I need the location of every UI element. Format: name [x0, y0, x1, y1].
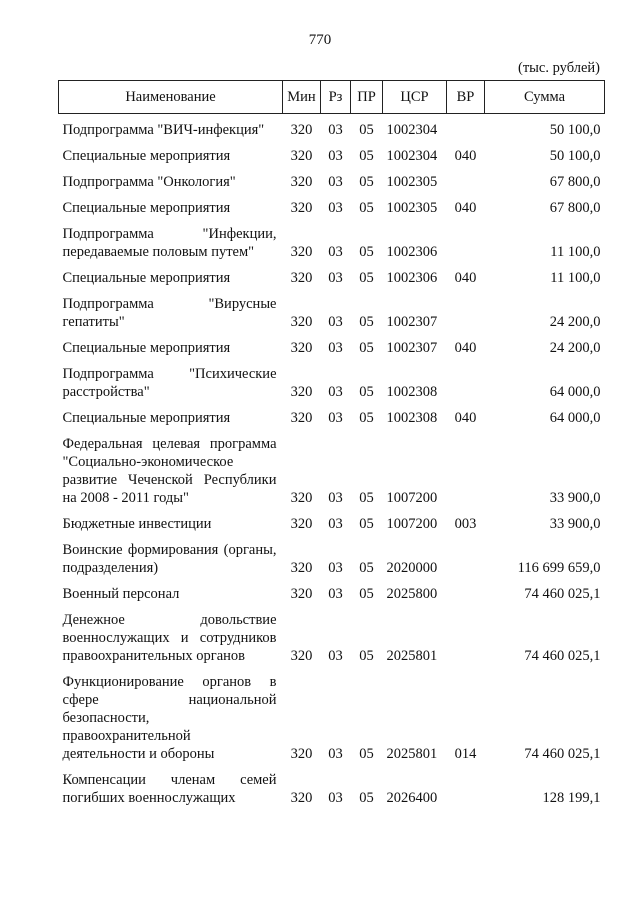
- cell-min: 320: [290, 270, 313, 286]
- table-row: [59, 541, 605, 585]
- cell-vr: [447, 295, 485, 339]
- cell-rz: 03: [328, 490, 343, 506]
- cell-pr: 05: [359, 746, 374, 762]
- cell-csr: 1002305: [386, 174, 438, 190]
- cell-rz: 03: [328, 648, 343, 664]
- cell-sum: 128 199,1: [542, 790, 601, 806]
- cell-rz: 03: [328, 340, 343, 356]
- cell-csr: 1002305: [386, 200, 438, 216]
- cell-name: Специальные мероприятия: [62, 340, 231, 356]
- cell-min: 320: [290, 200, 313, 216]
- cell-name: Функционирование органов в сфере национальной безопасности, правоохранительной деятельности и обороны: [62, 674, 277, 762]
- cell-pr: 05: [359, 244, 374, 260]
- cell-pr: 05: [359, 384, 374, 400]
- cell-vr: 014: [454, 746, 477, 762]
- cell-min: 320: [290, 648, 313, 664]
- cell-csr: 1007200: [386, 516, 438, 532]
- cell-csr: 2026400: [386, 790, 438, 806]
- cell-name: Денежное довольствие военнослужащих и сотрудников правоохранительных органов: [62, 612, 277, 664]
- table-row: [59, 295, 605, 339]
- cell-name: Специальные мероприятия: [62, 148, 231, 164]
- cell-sum: 74 460 025,1: [524, 648, 601, 664]
- cell-name: Подпрограмма "Онкология": [62, 174, 236, 190]
- cell-rz: 03: [328, 384, 343, 400]
- table-row: [59, 114, 605, 148]
- cell-rz: 03: [328, 270, 343, 286]
- cell-rz: 03: [328, 122, 343, 138]
- cell-min: 320: [290, 490, 313, 506]
- cell-csr: 1002306: [386, 244, 438, 260]
- cell-sum: 50 100,0: [549, 148, 601, 164]
- cell-min: 320: [290, 586, 313, 602]
- cell-name: Специальные мероприятия: [62, 410, 231, 426]
- cell-vr: 003: [454, 516, 477, 532]
- cell-name: Подпрограмма "ВИЧ-инфекция": [62, 122, 265, 138]
- cell-min: 320: [290, 314, 313, 330]
- cell-csr: 1002308: [386, 384, 438, 400]
- cell-min: 320: [290, 516, 313, 532]
- cell-sum: 74 460 025,1: [524, 746, 601, 762]
- cell-sum: 116 699 659,0: [517, 560, 601, 576]
- table-row: [59, 673, 605, 771]
- cell-vr: 040: [454, 410, 477, 426]
- cell-sum: 67 800,0: [549, 174, 601, 190]
- cell-rz: 03: [328, 148, 343, 164]
- cell-name: Подпрограмма "Инфекции, передаваемые половым путем": [62, 226, 277, 260]
- cell-vr: 040: [454, 340, 477, 356]
- table-row: [59, 409, 605, 435]
- table-row: [59, 515, 605, 541]
- cell-pr: 05: [359, 790, 374, 806]
- cell-csr: 1002307: [386, 314, 438, 330]
- cell-pr: 05: [359, 174, 374, 190]
- cell-pr: 05: [359, 516, 374, 532]
- cell-sum: 67 800,0: [549, 200, 601, 216]
- table-row: [59, 173, 605, 199]
- cell-name: Военный персонал: [62, 586, 180, 602]
- cell-csr: 1002306: [386, 270, 438, 286]
- cell-pr: 05: [359, 200, 374, 216]
- cell-pr: 05: [359, 648, 374, 664]
- units-label: (тыс. рублей): [518, 60, 600, 76]
- table-row: [59, 225, 605, 269]
- cell-sum: 64 000,0: [549, 384, 601, 400]
- cell-pr: 05: [359, 490, 374, 506]
- table-row: [59, 611, 605, 673]
- cell-min: 320: [290, 174, 313, 190]
- budget-table: [58, 80, 605, 815]
- cell-min: 320: [290, 244, 313, 260]
- cell-csr: 1007200: [386, 490, 438, 506]
- cell-rz: 03: [328, 200, 343, 216]
- table-row: [59, 147, 605, 173]
- cell-pr: 05: [359, 410, 374, 426]
- table-row: [59, 269, 605, 295]
- cell-rz: 03: [328, 314, 343, 330]
- table-row: [59, 199, 605, 225]
- cell-pr: 05: [359, 270, 374, 286]
- header-row: [59, 81, 605, 114]
- cell-min: 320: [290, 560, 313, 576]
- table-row: [59, 365, 605, 409]
- header-rz: Рз: [321, 81, 351, 114]
- cell-sum: 11 100,0: [550, 270, 601, 286]
- cell-min: 320: [290, 410, 313, 426]
- cell-min: 320: [290, 340, 313, 356]
- cell-rz: 03: [328, 410, 343, 426]
- cell-min: 320: [290, 148, 313, 164]
- header-csr: ЦСР: [383, 81, 447, 114]
- cell-name: Компенсации членам семей погибших военнослужащих: [62, 772, 277, 806]
- cell-csr: 2025800: [386, 586, 438, 602]
- cell-name: Подпрограмма "Психические расстройства": [62, 366, 277, 400]
- cell-rz: 03: [328, 560, 343, 576]
- table-body: [59, 114, 605, 816]
- header-name: Наименование: [59, 81, 283, 114]
- cell-csr: 2025801: [386, 746, 438, 762]
- cell-min: 320: [290, 790, 313, 806]
- cell-name: Подпрограмма "Вирусные гепатиты": [62, 296, 277, 330]
- cell-name: Бюджетные инвестиции: [62, 516, 212, 532]
- table-row: [59, 339, 605, 365]
- cell-sum: 33 900,0: [549, 490, 601, 506]
- cell-vr: [447, 173, 485, 199]
- cell-pr: 05: [359, 122, 374, 138]
- cell-pr: 05: [359, 340, 374, 356]
- cell-sum: 64 000,0: [549, 410, 601, 426]
- header-vr: ВР: [447, 81, 485, 114]
- header-pr: ПР: [351, 81, 383, 114]
- cell-pr: 05: [359, 586, 374, 602]
- header-sum: Сумма: [485, 81, 605, 114]
- cell-csr: 2025801: [386, 648, 438, 664]
- table-row: [59, 435, 605, 515]
- cell-csr: 1002307: [386, 340, 438, 356]
- cell-csr: 1002304: [386, 148, 438, 164]
- cell-name: Воинские формирования (органы, подразделения): [62, 542, 277, 576]
- cell-vr: [447, 771, 485, 815]
- cell-vr: 040: [454, 200, 477, 216]
- cell-pr: 05: [359, 314, 374, 330]
- cell-sum: 11 100,0: [550, 244, 601, 260]
- cell-rz: 03: [328, 746, 343, 762]
- cell-vr: [447, 611, 485, 673]
- cell-sum: 33 900,0: [549, 516, 601, 532]
- cell-sum: 24 200,0: [549, 340, 601, 356]
- cell-name: Специальные мероприятия: [62, 200, 231, 216]
- cell-vr: 040: [454, 148, 477, 164]
- cell-csr: 1002308: [386, 410, 438, 426]
- cell-vr: [447, 114, 485, 148]
- cell-min: 320: [290, 122, 313, 138]
- cell-vr: 040: [454, 270, 477, 286]
- cell-name: Специальные мероприятия: [62, 270, 231, 286]
- cell-vr: [447, 435, 485, 515]
- cell-rz: 03: [328, 174, 343, 190]
- header-min: Мин: [283, 81, 321, 114]
- table-row: [59, 585, 605, 611]
- cell-vr: [447, 541, 485, 585]
- cell-pr: 05: [359, 560, 374, 576]
- cell-csr: 1002304: [386, 122, 438, 138]
- cell-rz: 03: [328, 586, 343, 602]
- cell-csr: 2020000: [386, 560, 438, 576]
- cell-sum: 74 460 025,1: [524, 586, 601, 602]
- table-header: [59, 81, 605, 114]
- cell-vr: [447, 365, 485, 409]
- cell-name: Федеральная целевая программа "Социально-экономическое развитие Чеченской Республики на 2008 - 2011 годы": [62, 436, 277, 506]
- cell-min: 320: [290, 384, 313, 400]
- cell-rz: 03: [328, 516, 343, 532]
- cell-sum: 50 100,0: [549, 122, 601, 138]
- cell-rz: 03: [328, 244, 343, 260]
- cell-vr: [447, 585, 485, 611]
- cell-rz: 03: [328, 790, 343, 806]
- cell-sum: 24 200,0: [549, 314, 601, 330]
- cell-pr: 05: [359, 148, 374, 164]
- cell-min: 320: [290, 746, 313, 762]
- page-number: 770: [308, 32, 332, 48]
- cell-vr: [447, 225, 485, 269]
- table-row: [59, 771, 605, 815]
